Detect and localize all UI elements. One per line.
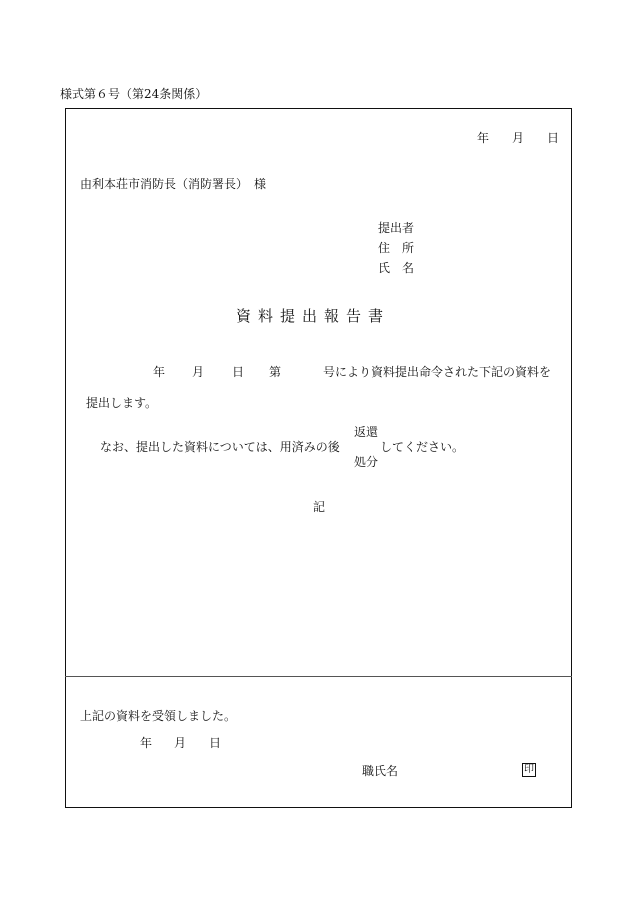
- ki-heading: 記: [313, 500, 326, 514]
- official-name-label: 職氏名: [362, 764, 399, 778]
- seal-mark: 印: [524, 764, 534, 775]
- date-day-label: 日: [547, 131, 560, 145]
- submitter-name-label: 氏 名: [378, 261, 415, 275]
- receipt-day-label: 日: [209, 736, 222, 750]
- body-month-label: 月: [192, 365, 205, 379]
- addressee: 由利本荘市消防長（消防署長） 様: [80, 177, 267, 191]
- form-number: 様式第６号（第24条関係）: [60, 87, 208, 101]
- body-dai-label: 第: [269, 365, 282, 379]
- body-line3-prefix: なお、提出した資料については、用済みの後: [100, 440, 340, 454]
- receipt-month-label: 月: [174, 736, 187, 750]
- document-title: 資料提出報告書: [236, 307, 391, 325]
- date-month-label: 月: [512, 131, 525, 145]
- option-return: 返還: [354, 425, 379, 439]
- body-day-label: 日: [232, 365, 245, 379]
- receipt-text: 上記の資料を受領しました。: [80, 709, 237, 723]
- body-line3-suffix: してください。: [380, 440, 465, 454]
- body-year-label: 年: [153, 365, 166, 379]
- receipt-year-label: 年: [140, 736, 153, 750]
- option-dispose: 処分: [354, 455, 379, 469]
- receipt-divider: [65, 676, 572, 677]
- submitter-address-label: 住 所: [378, 241, 415, 255]
- body-line1-text: 号により資料提出命令された下記の資料を: [323, 365, 552, 379]
- body-line2-text: 提出します。: [86, 396, 158, 410]
- submitter-label: 提出者: [378, 221, 415, 235]
- form-frame: [65, 108, 572, 808]
- date-year-label: 年: [477, 131, 490, 145]
